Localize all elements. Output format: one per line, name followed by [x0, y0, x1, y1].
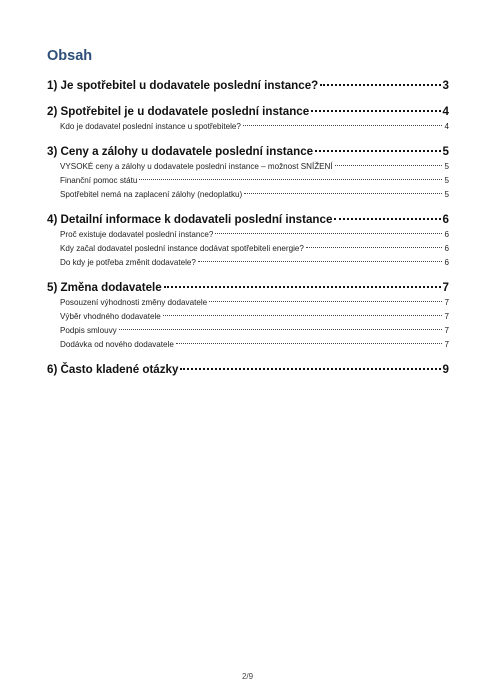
toc-page-number: 4	[444, 122, 449, 131]
dot-leader	[306, 247, 443, 248]
toc-page-number: 6	[442, 213, 449, 226]
dot-leader	[315, 150, 440, 152]
toc-subitem-label: Kdo je dodavatel poslední instance u spotřebitele?	[60, 122, 241, 131]
toc-subitem[interactable]	[47, 256, 449, 270]
dot-leader	[139, 179, 442, 180]
toc-page-number: 5	[442, 145, 449, 158]
toc-subitem[interactable]	[47, 296, 449, 310]
toc-section-label: 5) Změna dodavatele	[47, 281, 162, 294]
dot-leader	[320, 84, 440, 86]
toc-page-number: 9	[442, 363, 449, 376]
toc-section-label: 3) Ceny a zálohy u dodavatele poslední instance	[47, 145, 314, 158]
dot-leader	[163, 315, 443, 316]
toc-subitem-label: Kdy začal dodavatel poslední instance dodávat spotřebiteli energie?	[60, 244, 304, 253]
document-page	[47, 46, 449, 378]
toc-list	[47, 78, 449, 378]
toc-page-number: 7	[444, 326, 449, 335]
toc-page-number: 7	[444, 340, 449, 349]
toc-section-4[interactable]	[47, 212, 449, 228]
page-indicator: 2/9	[241, 672, 254, 681]
toc-subitem-label: VYSOKÉ ceny a zálohy u dodavatele poslední instance – možnost SNÍŽENÍ	[60, 162, 333, 171]
toc-section-5[interactable]	[47, 280, 449, 296]
dot-leader	[244, 193, 442, 194]
dot-leader	[243, 125, 443, 126]
toc-section-label: 1) Je spotřebitel u dodavatele poslední instance?	[47, 79, 319, 92]
toc-subitem-label: Posouzení výhodnosti změny dodavatele	[60, 298, 208, 307]
toc-page-number: 6	[444, 244, 449, 253]
toc-subitem-label: Výběr vhodného dodavatele	[60, 312, 161, 321]
toc-subitem[interactable]	[47, 160, 449, 174]
toc-subitem[interactable]	[47, 228, 449, 242]
dot-leader	[209, 301, 442, 302]
toc-section-label: 4) Detailní informace k dodavateli poslední instance	[47, 213, 333, 226]
toc-page-number: 5	[444, 162, 449, 171]
dot-leader	[215, 233, 442, 234]
toc-subitem-label: Do kdy je potřeba změnit dodavatele?	[60, 258, 196, 267]
toc-section-2[interactable]	[47, 104, 449, 120]
toc-page-number: 6	[444, 230, 449, 239]
toc-subitem-label: Proč existuje dodavatel poslední instance?	[60, 230, 214, 239]
toc-section-label: 6) Často kladené otázky	[47, 363, 179, 376]
dot-leader	[311, 110, 440, 112]
toc-page-number: 7	[444, 312, 449, 321]
dot-leader	[180, 368, 440, 370]
toc-subitem[interactable]	[47, 120, 449, 134]
toc-subitem-label: Podpis smlouvy	[60, 326, 117, 335]
toc-subitem-label: Finanční pomoc státu	[60, 176, 138, 185]
toc-subitem[interactable]	[47, 188, 449, 202]
toc-page-number: 7	[442, 281, 449, 294]
dot-leader	[164, 286, 441, 288]
toc-subitem[interactable]	[47, 338, 449, 352]
toc-page-number: 5	[444, 176, 449, 185]
toc-subitem[interactable]	[47, 242, 449, 256]
toc-section-label: 2) Spotřebitel je u dodavatele poslední instance	[47, 105, 310, 118]
toc-subitem[interactable]	[47, 174, 449, 188]
toc-page-number: 7	[444, 298, 449, 307]
dot-leader	[335, 165, 443, 166]
toc-page-number: 5	[444, 190, 449, 199]
toc-title: Obsah	[47, 48, 93, 64]
toc-section-6[interactable]	[47, 362, 449, 378]
toc-subitem-label: Spotřebitel nemá na zaplacení zálohy (nedoplatku)	[60, 190, 243, 199]
toc-subitem-label: Dodávka od nového dodavatele	[60, 340, 174, 349]
toc-subitem[interactable]	[47, 324, 449, 338]
toc-section-3[interactable]	[47, 144, 449, 160]
dot-leader	[176, 343, 443, 344]
dot-leader	[119, 329, 443, 330]
toc-page-number: 6	[444, 258, 449, 267]
toc-page-number: 3	[442, 79, 449, 92]
toc-subitem[interactable]	[47, 310, 449, 324]
dot-leader	[334, 218, 440, 220]
toc-section-1[interactable]	[47, 78, 449, 94]
toc-page-number: 4	[442, 105, 449, 118]
dot-leader	[198, 261, 443, 262]
